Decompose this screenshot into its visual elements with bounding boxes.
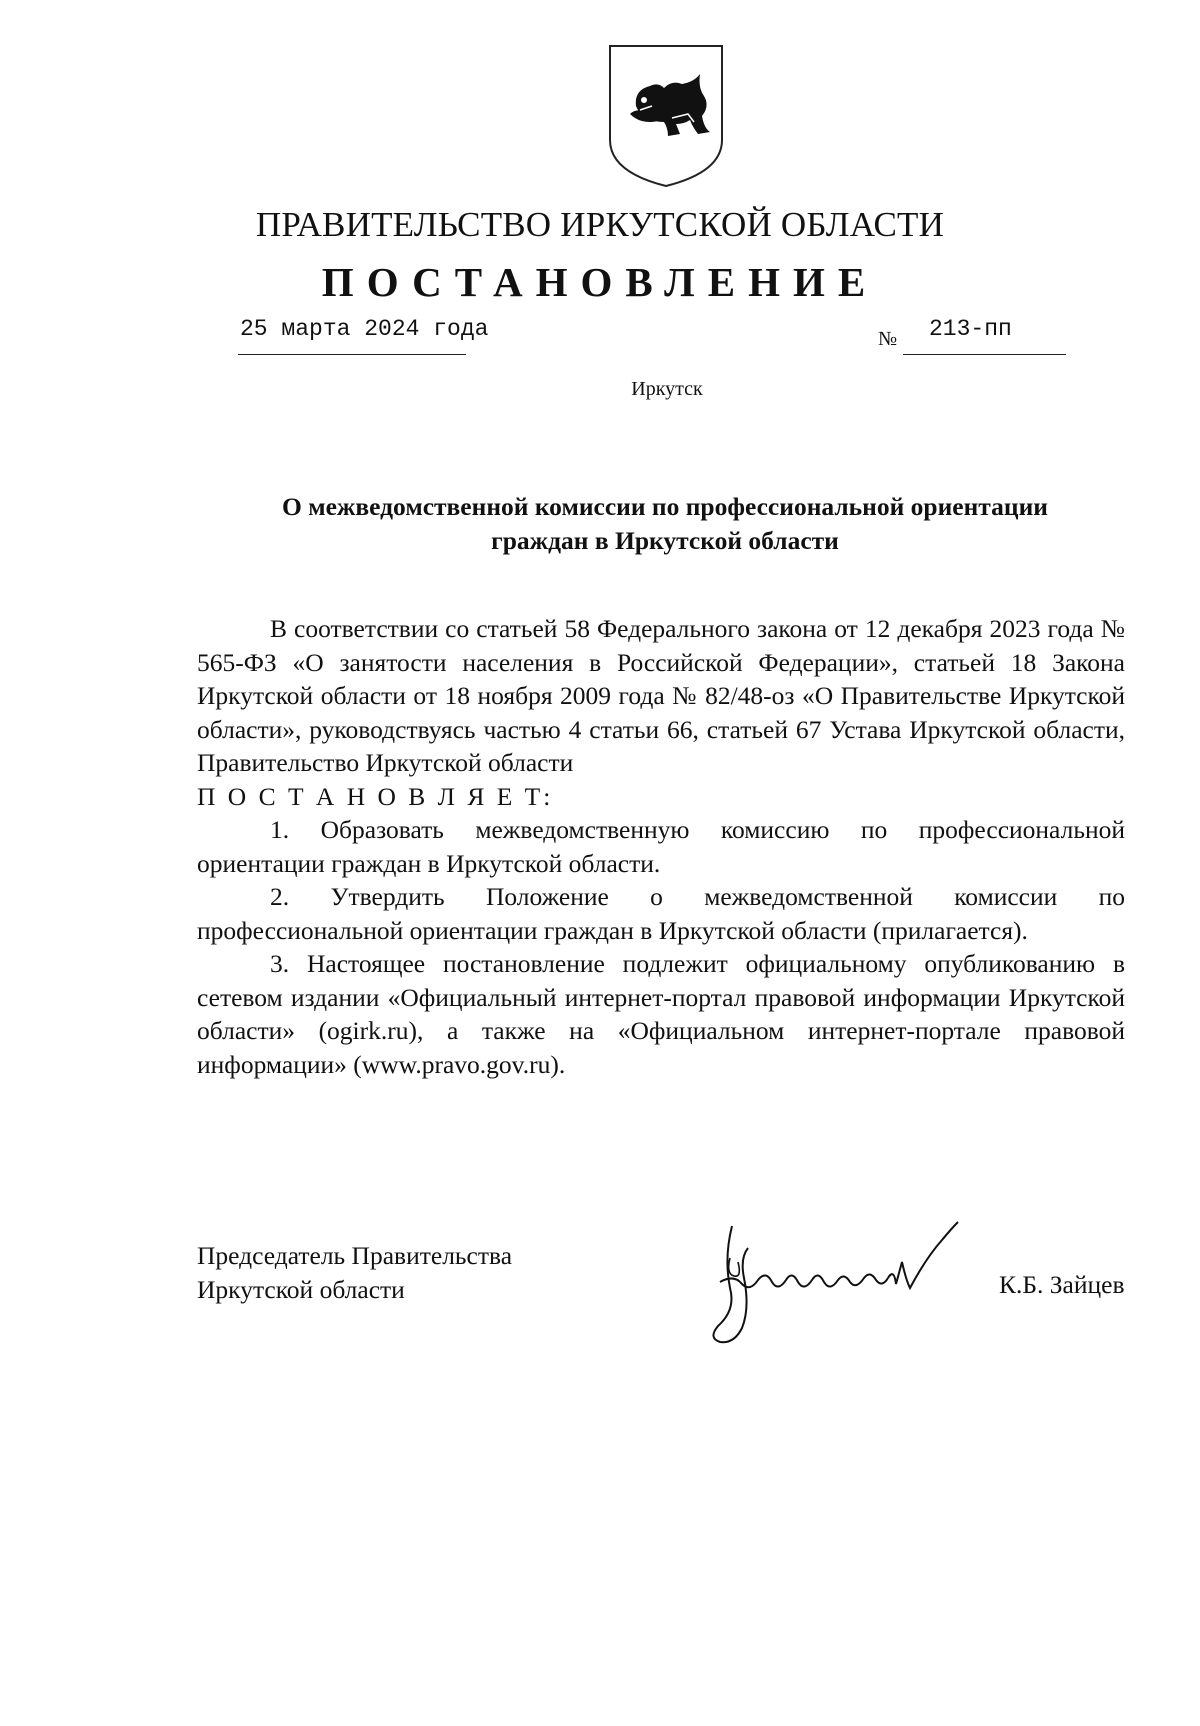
position-line-2: Иркутской области (197, 1274, 405, 1304)
date-field (238, 316, 489, 355)
document-body (197, 612, 1125, 1081)
signatory-name: К.Б. Зайцев (999, 1270, 1125, 1299)
handwritten-signature (690, 1218, 980, 1348)
number-sign: № (878, 328, 898, 350)
document-subject (200, 490, 1130, 558)
position-line-1: Председатель Правительства (197, 1241, 513, 1270)
decree-item-2: 2. Утвердить Положение о межведомственной комиссии по профессиональной ориентации граждан в Иркутской области (прилагается). (197, 882, 1125, 945)
government-title: ПРАВИТЕЛЬСТВО ИРКУТСКОЙ ОБЛАСТИ (255, 205, 945, 244)
document-number: 213-пп (929, 316, 1012, 342)
signatory-position (197, 1239, 512, 1306)
decree-item-1: 1. Образовать межведомственную комиссию по профессиональной ориентации граждан в Иркутской области. (197, 815, 1125, 878)
coat-of-arms-icon (606, 44, 726, 188)
decree-word: П О С Т А Н О В Л Я Е Т: (197, 781, 554, 811)
number-field (903, 316, 1066, 355)
subject-line-1: О межведомственной комиссии по профессиональной ориентации (282, 492, 1048, 521)
decree-item-3: 3. Настоящее постановление подлежит официальному опубликованию в сетевом издании «Официальный интернет-портал правовой информации Иркутской области» (ogirk.ru), а также на «Официальном интернет-портале правовой информации» (www.pravo.gov.ru). (197, 949, 1125, 1079)
issue-city: Иркутск (631, 378, 703, 400)
preamble-paragraph: В соответствии со статьей 58 Федерального закона от 12 декабря 2023 года № 565-ФЗ «О занятости населения в Российской Федерации», статьей 18 Закона Иркутской области от 18 ноября 2009 года № 82/48-оз «О Правительстве Иркутской области», руководствуясь частью 4 статьи 66, статьей 67 Устава Иркутской области, Правительство Иркутской области (197, 614, 1125, 777)
document-type-title: ПОСТАНОВЛЕНИЕ (321, 259, 879, 305)
document-date: 25 марта 2024 года (240, 316, 489, 342)
subject-line-2: граждан в Иркутской области (491, 526, 839, 555)
